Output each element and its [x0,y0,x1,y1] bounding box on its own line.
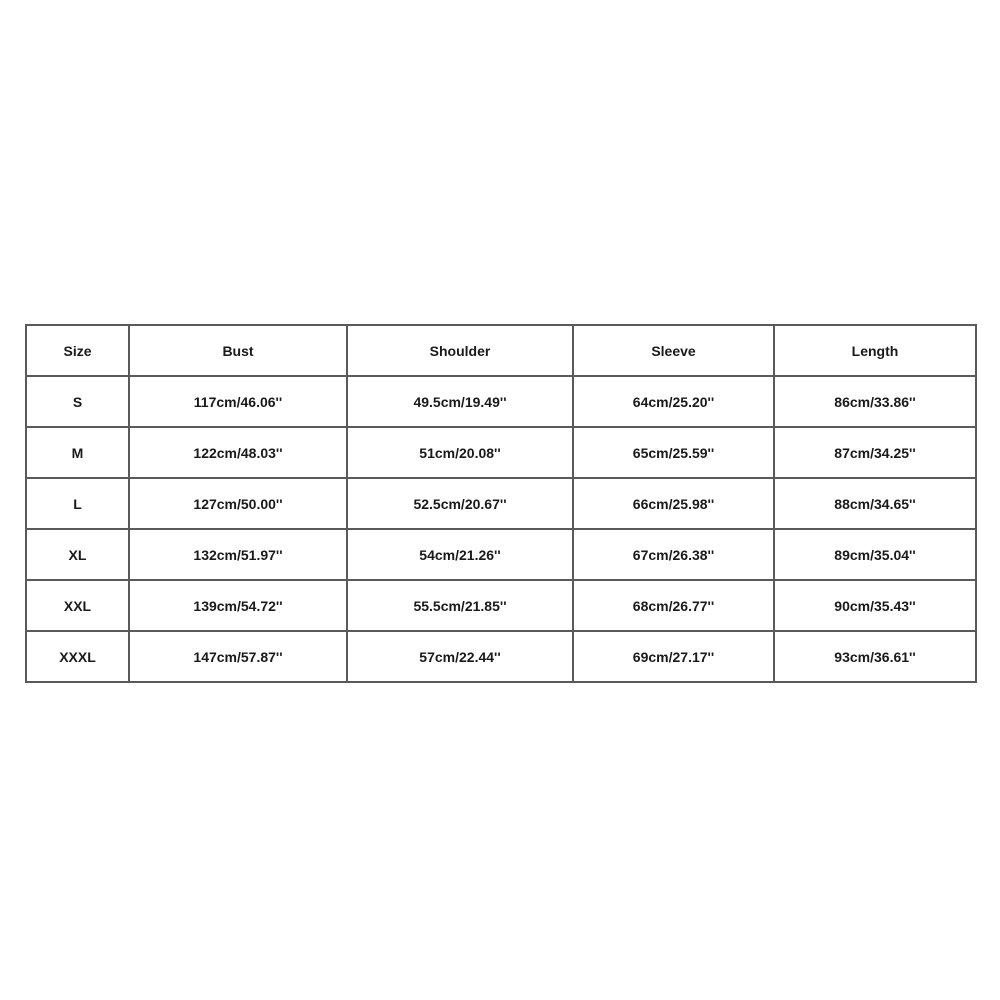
cell-size: L [26,478,129,529]
cell-size: XXXL [26,631,129,682]
cell-size: M [26,427,129,478]
cell-bust: 122cm/48.03'' [129,427,347,478]
table-row [26,631,976,682]
table-row [26,478,976,529]
header-bust: Bust [129,325,347,376]
cell-sleeve: 68cm/26.77'' [573,580,774,631]
header-shoulder: Shoulder [347,325,573,376]
cell-size: XXL [26,580,129,631]
header-sleeve: Sleeve [573,325,774,376]
table-row [26,427,976,478]
size-chart-table [25,324,977,683]
cell-length: 90cm/35.43'' [774,580,976,631]
table-body [26,376,976,682]
cell-length: 89cm/35.04'' [774,529,976,580]
cell-shoulder: 51cm/20.08'' [347,427,573,478]
cell-shoulder: 57cm/22.44'' [347,631,573,682]
cell-shoulder: 54cm/21.26'' [347,529,573,580]
table-row [26,376,976,427]
header-row [26,325,976,376]
cell-bust: 117cm/46.06'' [129,376,347,427]
cell-sleeve: 69cm/27.17'' [573,631,774,682]
cell-bust: 147cm/57.87'' [129,631,347,682]
cell-sleeve: 65cm/25.59'' [573,427,774,478]
cell-bust: 132cm/51.97'' [129,529,347,580]
table-row [26,580,976,631]
cell-sleeve: 67cm/26.38'' [573,529,774,580]
cell-length: 87cm/34.25'' [774,427,976,478]
cell-length: 88cm/34.65'' [774,478,976,529]
cell-sleeve: 64cm/25.20'' [573,376,774,427]
cell-shoulder: 52.5cm/20.67'' [347,478,573,529]
table-row [26,529,976,580]
header-size: Size [26,325,129,376]
cell-shoulder: 49.5cm/19.49'' [347,376,573,427]
header-length: Length [774,325,976,376]
cell-bust: 139cm/54.72'' [129,580,347,631]
table-header [26,325,976,376]
cell-bust: 127cm/50.00'' [129,478,347,529]
cell-size: XL [26,529,129,580]
cell-size: S [26,376,129,427]
cell-length: 93cm/36.61'' [774,631,976,682]
cell-sleeve: 66cm/25.98'' [573,478,774,529]
cell-length: 86cm/33.86'' [774,376,976,427]
cell-shoulder: 55.5cm/21.85'' [347,580,573,631]
